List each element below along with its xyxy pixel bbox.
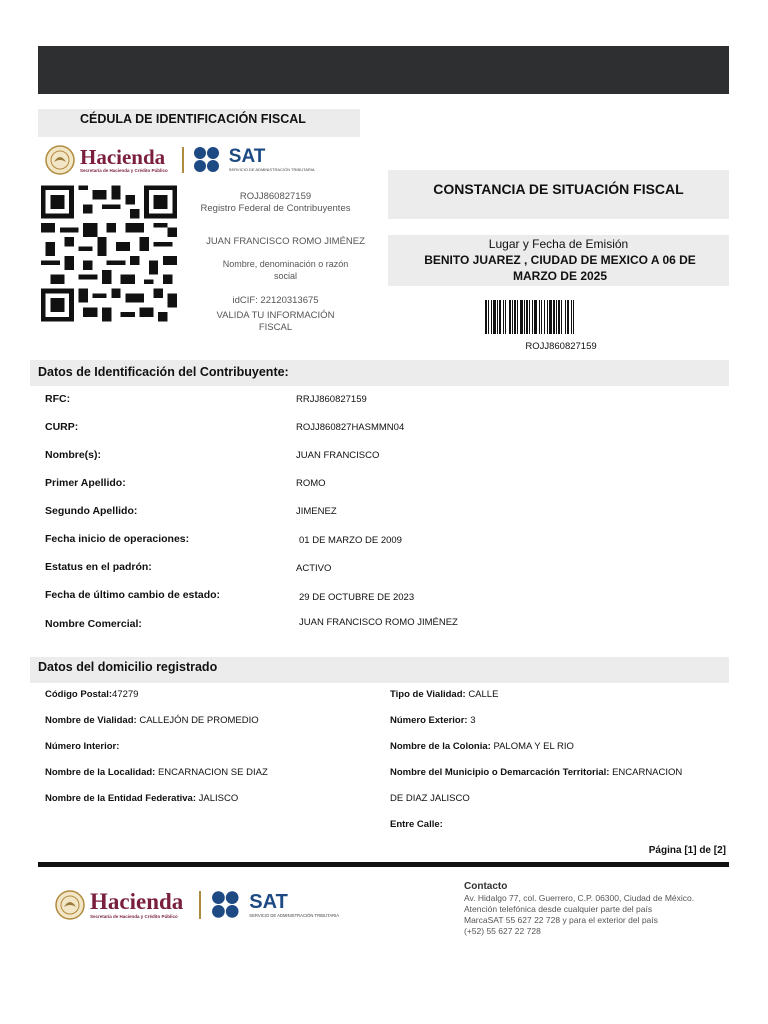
row-label: Nombre(s):	[45, 449, 102, 461]
hacienda-logo-text: Hacienda	[90, 889, 184, 914]
name-caption-line2: social	[273, 271, 297, 281]
codigo-postal	[45, 689, 138, 700]
barcode-number: ROJJ860827159	[525, 341, 597, 352]
colonia-value: PALOMA Y EL RIO	[493, 741, 574, 752]
contact-title: Contacto	[464, 881, 508, 892]
rfc-caption: Registro Federal de Contribuyentes	[200, 203, 351, 214]
nombre-vialidad-label: Nombre de Vialidad:	[45, 715, 137, 726]
row-label: Fecha de último cambio de estado:	[45, 589, 221, 601]
row-value: RRJJ860827159	[296, 394, 367, 405]
name-block	[188, 236, 383, 282]
row-label: Fecha inicio de operaciones:	[45, 533, 190, 545]
row-label: Estatus en el padrón:	[45, 561, 152, 573]
contact-phone-line2: MarcaSAT 55 627 22 728 y para el exterior del país	[464, 915, 658, 925]
rfc-block	[188, 191, 363, 215]
municipio-continued: DE DIAZ JALISCO	[390, 793, 470, 804]
hacienda-logo-text: Hacienda	[80, 145, 166, 169]
lugar-fecha-label: Lugar y Fecha de Emisión	[488, 237, 629, 251]
municipio-value-line1: ENCARNACION	[612, 767, 683, 778]
footer-logos	[54, 889, 339, 921]
logo-divider	[199, 891, 201, 919]
row-label: Nombre Comercial:	[45, 618, 142, 630]
constancia-title: CONSTANCIA DE SITUACIÓN FISCAL	[433, 181, 684, 197]
qr-code[interactable]	[41, 183, 177, 324]
localidad	[45, 767, 268, 778]
sat-logo-subtext: SERVICIO DE ADMINISTRACIÓN TRIBUTARIA	[228, 167, 315, 172]
row-value: JUAN FRANCISCO ROMO JIMÉNEZ	[299, 617, 458, 628]
numero-exterior	[390, 715, 476, 726]
sat-dots-icon	[193, 146, 227, 174]
header-logos	[44, 144, 315, 176]
logo-divider	[182, 147, 184, 173]
municipio	[390, 767, 682, 778]
taxpayer-name: JUAN FRANCISCO ROMO JIMÉNEZ	[206, 236, 365, 247]
codigo-postal-label: Código Postal:	[45, 689, 113, 700]
entre-calle	[390, 819, 443, 830]
nombre-vialidad	[45, 715, 259, 726]
row-label: Segundo Apellido:	[45, 505, 138, 517]
barcode	[485, 300, 633, 334]
tipo-vialidad-label: Tipo de Vialidad:	[390, 689, 466, 700]
localidad-value: ENCARNACION SE DIAZ	[157, 767, 268, 778]
name-caption-line1: Nombre, denominación o razón	[222, 259, 349, 269]
colonia	[390, 741, 574, 752]
sat-logo-text: SAT	[228, 146, 266, 167]
idcif: idCIF: 22120313675	[232, 295, 319, 306]
entidad-value: JALISCO	[198, 793, 239, 804]
row-label: Primer Apellido:	[45, 477, 126, 489]
lugar-fecha-value	[410, 252, 710, 284]
row-value: ROJJ860827HASMMN04	[296, 422, 405, 433]
municipio-label: Nombre del Municipio o Demarcación Territorial:	[390, 767, 610, 778]
row-value: ACTIVO	[296, 563, 332, 574]
eagle-seal-icon	[44, 144, 76, 176]
numero-exterior-label: Número Exterior:	[390, 715, 468, 726]
valida-line1[interactable]: VALIDA TU INFORMACIÓN	[216, 310, 335, 321]
valida-line2[interactable]: FISCAL	[258, 322, 293, 333]
entre-calle-label: Entre Calle:	[390, 819, 443, 830]
lugar-fecha-line1: BENITO JUAREZ , CIUDAD DE MEXICO A 06 DE	[424, 253, 696, 267]
numero-interior	[45, 741, 119, 752]
domicilio-section-title: Datos del domicilio registrado	[38, 660, 218, 674]
footer-divider	[38, 862, 729, 867]
row-value: 29 DE OCTUBRE DE 2023	[299, 592, 415, 603]
hacienda-logo-subtext: Secretaría de Hacienda y Crédito Público	[90, 914, 178, 919]
top-banner	[38, 46, 729, 94]
entidad-federativa	[45, 793, 238, 804]
nombre-vialidad-value: CALLEJÓN DE PROMEDIO	[139, 715, 259, 726]
contact-phone-line3: (+52) 55 627 22 728	[464, 926, 541, 936]
colonia-label: Nombre de la Colonia:	[390, 741, 491, 752]
row-value: JIMENEZ	[296, 506, 337, 517]
tipo-vialidad	[390, 689, 498, 700]
entidad-label: Nombre de la Entidad Federativa:	[45, 793, 196, 804]
codigo-postal-value: 47279	[112, 689, 139, 700]
page-number: Página [1] de [2]	[648, 845, 726, 856]
idcif-block	[188, 295, 363, 334]
row-value: ROMO	[296, 478, 326, 489]
row-value: 01 DE MARZO DE 2009	[299, 535, 402, 546]
contribuyente-section-title: Datos de Identificación del Contribuyente:	[38, 365, 289, 379]
numero-interior-label: Número Interior:	[45, 741, 120, 752]
numero-exterior-value: 3	[470, 715, 476, 726]
hacienda-logo-subtext: Secretaría de Hacienda y Crédito Público	[80, 168, 168, 173]
cedula-title: CÉDULA DE IDENTIFICACIÓN FISCAL	[80, 112, 306, 126]
rfc-code: ROJJ860827159	[239, 191, 312, 202]
localidad-label: Nombre de la Localidad:	[45, 767, 156, 778]
eagle-seal-icon	[54, 889, 86, 921]
tipo-vialidad-value: CALLE	[468, 689, 499, 700]
lugar-fecha-line2: MARZO DE 2025	[512, 269, 608, 283]
sat-logo-text: SAT	[249, 890, 288, 913]
sat-dots-icon	[211, 890, 247, 920]
sat-logo-subtext: SERVICIO DE ADMINISTRACIÓN TRIBUTARIA	[249, 912, 340, 918]
contact-phone-line1: Atención telefónica desde cualquier parte del país	[464, 904, 653, 914]
row-label: CURP:	[45, 421, 79, 433]
contact-address: Av. Hidalgo 77, col. Guerrero, C.P. 06300, Ciudad de México.	[464, 893, 695, 903]
contact-details	[464, 893, 734, 937]
row-label: RFC:	[45, 393, 71, 405]
row-value: JUAN FRANCISCO	[296, 450, 380, 461]
